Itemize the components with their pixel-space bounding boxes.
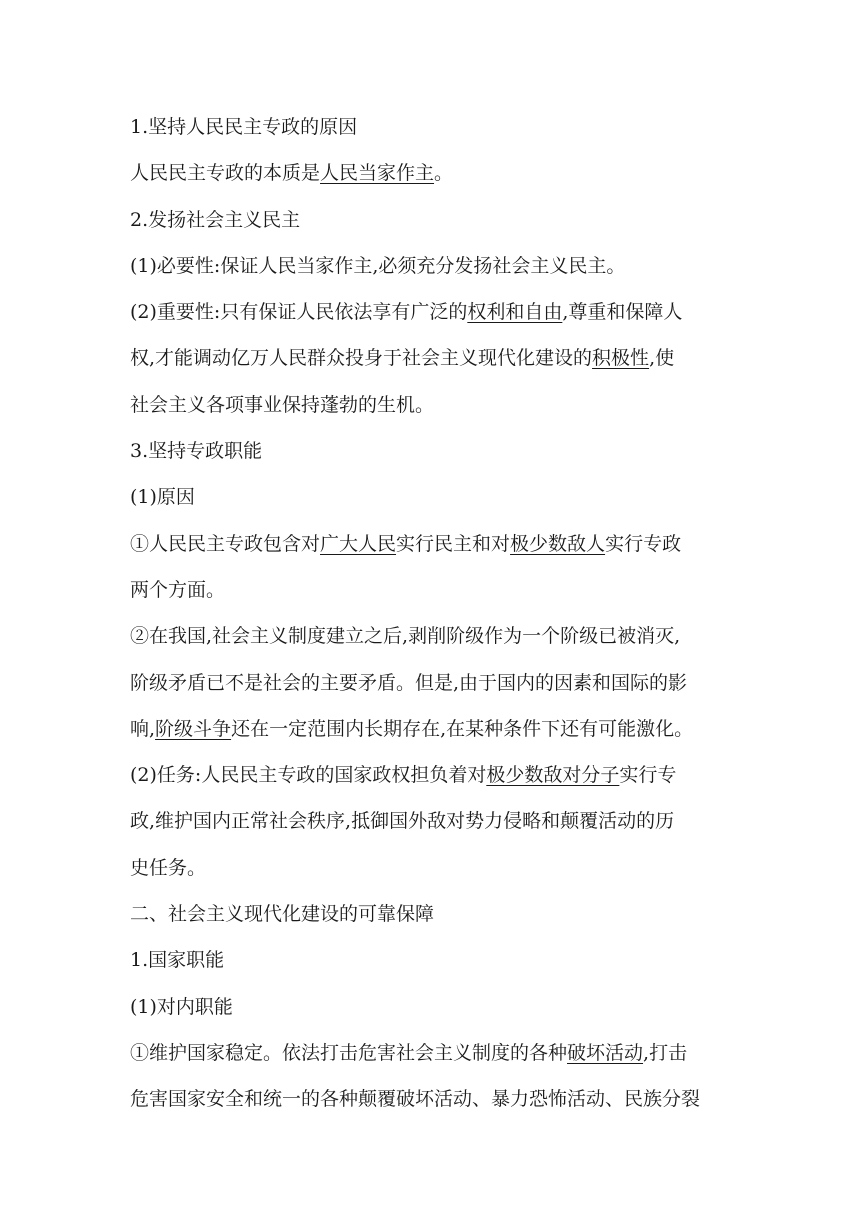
text-segment: (1)必要性:保证人民当家作主,必须充分发扬社会主义民主。 <box>130 254 626 277</box>
underlined-keyword: 权利和自由 <box>467 301 563 324</box>
text-line <box>130 289 730 335</box>
text-line <box>130 845 730 891</box>
text-segment: 人民民主专政的本质是 <box>130 162 321 185</box>
text-line <box>130 752 730 798</box>
text-segment: (1)原因 <box>130 486 195 509</box>
document-body <box>130 104 730 1123</box>
text-segment: 实行专 <box>619 764 677 787</box>
text-segment: 二、社会主义现代化建设的可靠保障 <box>130 903 435 926</box>
text-segment: ②在我国,社会主义制度建立之后,剥削阶级作为一个阶级已被消灭, <box>130 625 681 648</box>
text-segment: 还在一定范围内长期存在,在某种条件下还有可能激化。 <box>231 717 694 740</box>
text-segment: ①人民民主专政包含对 <box>130 532 321 555</box>
text-segment: 政,维护国内正常社会秩序,抵御国外敌对势力侵略和颠覆活动的历 <box>130 810 675 833</box>
text-line <box>130 984 730 1030</box>
text-segment: ,打击 <box>643 1041 688 1064</box>
underlined-keyword: 阶级斗争 <box>155 717 232 740</box>
text-segment: ,使 <box>649 347 675 370</box>
text-line <box>130 197 730 243</box>
text-segment: (2)重要性:只有保证人民依法享有广泛的 <box>130 301 468 324</box>
text-segment: 响, <box>130 717 156 740</box>
underlined-keyword: 广大人民 <box>320 532 397 555</box>
text-line <box>130 1076 730 1122</box>
underlined-keyword: 极少数敌对分子 <box>486 764 620 787</box>
text-line <box>130 428 730 474</box>
text-line <box>130 891 730 937</box>
text-segment: 1.坚持人民民主专政的原因 <box>130 116 358 138</box>
text-line <box>130 150 730 196</box>
text-segment: ,尊重和保障人 <box>562 301 683 324</box>
text-line <box>130 660 730 706</box>
text-line <box>130 104 730 150</box>
text-segment: 权,才能调动亿万人民群众投身于社会主义现代化建设的 <box>130 347 593 370</box>
text-line <box>130 474 730 520</box>
text-segment: 。 <box>434 162 454 185</box>
text-line <box>130 521 730 567</box>
text-segment: 实行民主和对 <box>396 532 511 555</box>
text-segment: 阶级矛盾已不是社会的主要矛盾。但是,由于国内的因素和国际的影 <box>130 671 688 694</box>
text-segment: 3.坚持专政职能 <box>130 440 263 463</box>
underlined-keyword: 人民当家作主 <box>320 162 435 185</box>
text-line <box>130 382 730 428</box>
text-line <box>130 798 730 844</box>
text-line <box>130 243 730 289</box>
text-segment: (2)任务:人民民主专政的国家政权担负着对 <box>130 764 487 787</box>
text-line <box>130 937 730 983</box>
underlined-keyword: 极少数敌人 <box>510 532 606 555</box>
text-segment: 危害国家安全和统一的各种颠覆破坏活动、暴力恐怖活动、民族分裂 <box>130 1088 701 1111</box>
text-line <box>130 706 730 752</box>
text-line <box>130 1030 730 1076</box>
underlined-keyword: 破坏活动 <box>567 1041 644 1064</box>
text-segment: 两个方面。 <box>130 578 226 601</box>
text-segment: 实行专政 <box>605 532 682 555</box>
text-line <box>130 335 730 381</box>
text-segment: (1)对内职能 <box>130 995 233 1018</box>
text-segment: 1.国家职能 <box>130 949 225 972</box>
text-line <box>130 613 730 659</box>
text-segment: 史任务。 <box>130 856 207 879</box>
text-segment: ①维护国家稳定。依法打击危害社会主义制度的各种 <box>130 1041 568 1064</box>
underlined-keyword: 积极性 <box>592 347 650 370</box>
text-segment: 社会主义各项事业保持蓬勃的生机。 <box>130 393 435 416</box>
text-line <box>130 567 730 613</box>
text-segment: 2.发扬社会主义民主 <box>130 208 301 231</box>
